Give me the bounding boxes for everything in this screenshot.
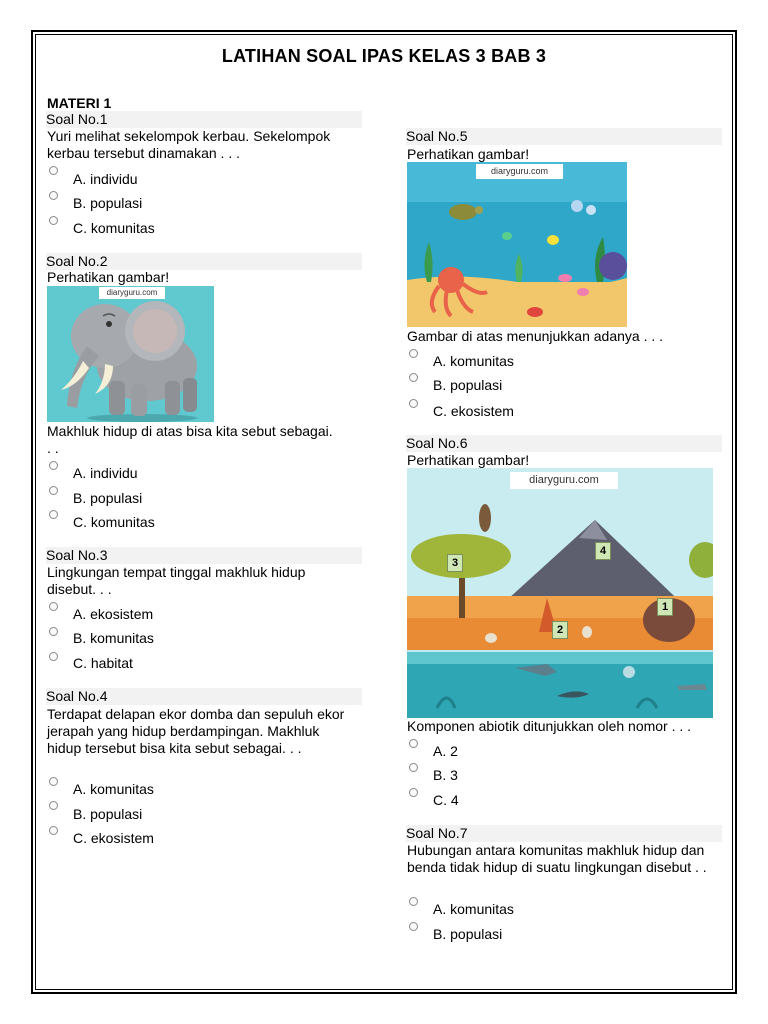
question-6-text: Komponen abiotik ditunjukkan oleh nomor . . . bbox=[407, 718, 692, 734]
question-2-text: Makhluk hidup di atas bisa kita sebut sebagai. . . bbox=[47, 423, 333, 456]
question-5-intro: Perhatikan gambar! bbox=[407, 146, 530, 162]
question-6-intro: Perhatikan gambar! bbox=[407, 452, 530, 468]
q2-option-b-radio[interactable] bbox=[49, 486, 58, 495]
q5-option-b-radio[interactable] bbox=[409, 373, 418, 382]
q4-option-b-label[interactable]: B. populasi bbox=[73, 806, 143, 822]
q3-option-b-radio[interactable] bbox=[49, 627, 58, 636]
label-3: 3 bbox=[447, 554, 463, 572]
q4-option-a-label[interactable]: A. komunitas bbox=[73, 781, 154, 797]
question-7-header: Soal No.7 bbox=[406, 825, 722, 842]
q1-option-a-label[interactable]: A. individu bbox=[73, 171, 138, 187]
q7-option-a-label[interactable]: A. komunitas bbox=[433, 901, 514, 917]
q6-option-a-label[interactable]: A. 2 bbox=[433, 743, 458, 759]
q7-option-b-radio[interactable] bbox=[409, 922, 418, 931]
q2-option-c-label[interactable]: C. komunitas bbox=[73, 514, 155, 530]
q4-option-b-radio[interactable] bbox=[49, 801, 58, 810]
q1-option-c-radio[interactable] bbox=[49, 216, 58, 225]
q5-option-a-label[interactable]: A. komunitas bbox=[433, 353, 514, 369]
q4-option-c-label[interactable]: C. ekosistem bbox=[73, 830, 154, 846]
question-5-text: Gambar di atas menunjukkan adanya . . . bbox=[407, 328, 664, 344]
q5-option-a-radio[interactable] bbox=[409, 349, 418, 358]
q4-option-c-radio[interactable] bbox=[49, 826, 58, 835]
question-4-header: Soal No.4 bbox=[46, 688, 362, 705]
label-1: 1 bbox=[657, 598, 673, 616]
q6-option-b-radio[interactable] bbox=[409, 763, 418, 772]
watermark-label: diaryguru.com bbox=[99, 287, 165, 299]
q5-option-c-label[interactable]: C. ekosistem bbox=[433, 403, 514, 419]
q1-option-a-radio[interactable] bbox=[49, 166, 58, 175]
q2-option-a-radio[interactable] bbox=[49, 461, 58, 470]
q1-option-c-label[interactable]: C. komunitas bbox=[73, 220, 155, 236]
q1-option-b-radio[interactable] bbox=[49, 191, 58, 200]
label-4: 4 bbox=[595, 542, 611, 560]
page-title: LATIHAN SOAL IPAS KELAS 3 BAB 3 bbox=[221, 46, 547, 66]
question-2-intro: Perhatikan gambar! bbox=[47, 269, 170, 285]
q4-option-a-radio[interactable] bbox=[49, 777, 58, 786]
question-2-header: Soal No.2 bbox=[46, 253, 362, 270]
section-heading: MATERI 1 bbox=[47, 95, 112, 111]
q6-option-c-label[interactable]: C. 4 bbox=[433, 792, 459, 808]
question-1-text: Yuri melihat sekelompok kerbau. Sekelompok kerbau tersebut dinamakan . . . bbox=[47, 128, 331, 161]
question-3-text: Lingkungan tempat tinggal makhluk hidup disebut. . . bbox=[47, 564, 306, 597]
ecosystem-image bbox=[407, 468, 713, 718]
question-4-text: Terdapat delapan ekor domba dan sepuluh ekor jerapah yang hidup berdampingan. Makhluk hidup tersebut bisa kita sebut sebagai. . . bbox=[47, 706, 345, 756]
q3-option-a-radio[interactable] bbox=[49, 602, 58, 611]
ocean-image bbox=[407, 162, 627, 327]
q1-option-b-label[interactable]: B. populasi bbox=[73, 195, 143, 211]
label-2: 2 bbox=[552, 621, 568, 639]
question-6-header: Soal No.6 bbox=[406, 435, 722, 452]
question-1-header: Soal No.1 bbox=[46, 111, 362, 128]
q7-option-b-label[interactable]: B. populasi bbox=[433, 926, 503, 942]
q6-option-a-radio[interactable] bbox=[409, 739, 418, 748]
question-7-text: Hubungan antara komunitas makhluk hidup dan benda tidak hidup di suatu lingkungan disebut . . bbox=[407, 842, 707, 875]
q6-option-c-radio[interactable] bbox=[409, 788, 418, 797]
q6-option-b-label[interactable]: B. 3 bbox=[433, 767, 458, 783]
elephant-image bbox=[47, 286, 214, 422]
q3-option-c-label[interactable]: C. habitat bbox=[73, 655, 133, 671]
question-5-header: Soal No.5 bbox=[406, 128, 722, 145]
watermark-label: diaryguru.com bbox=[510, 472, 618, 489]
q5-option-b-label[interactable]: B. populasi bbox=[433, 377, 503, 393]
q3-option-b-label[interactable]: B. komunitas bbox=[73, 630, 154, 646]
q2-option-c-radio[interactable] bbox=[49, 510, 58, 519]
q2-option-a-label[interactable]: A. individu bbox=[73, 465, 138, 481]
q7-option-a-radio[interactable] bbox=[409, 897, 418, 906]
watermark-label: diaryguru.com bbox=[476, 164, 563, 179]
q5-option-c-radio[interactable] bbox=[409, 399, 418, 408]
q3-option-a-label[interactable]: A. ekosistem bbox=[73, 606, 154, 622]
question-3-header: Soal No.3 bbox=[46, 547, 362, 564]
q3-option-c-radio[interactable] bbox=[49, 652, 58, 661]
q2-option-b-label[interactable]: B. populasi bbox=[73, 490, 143, 506]
